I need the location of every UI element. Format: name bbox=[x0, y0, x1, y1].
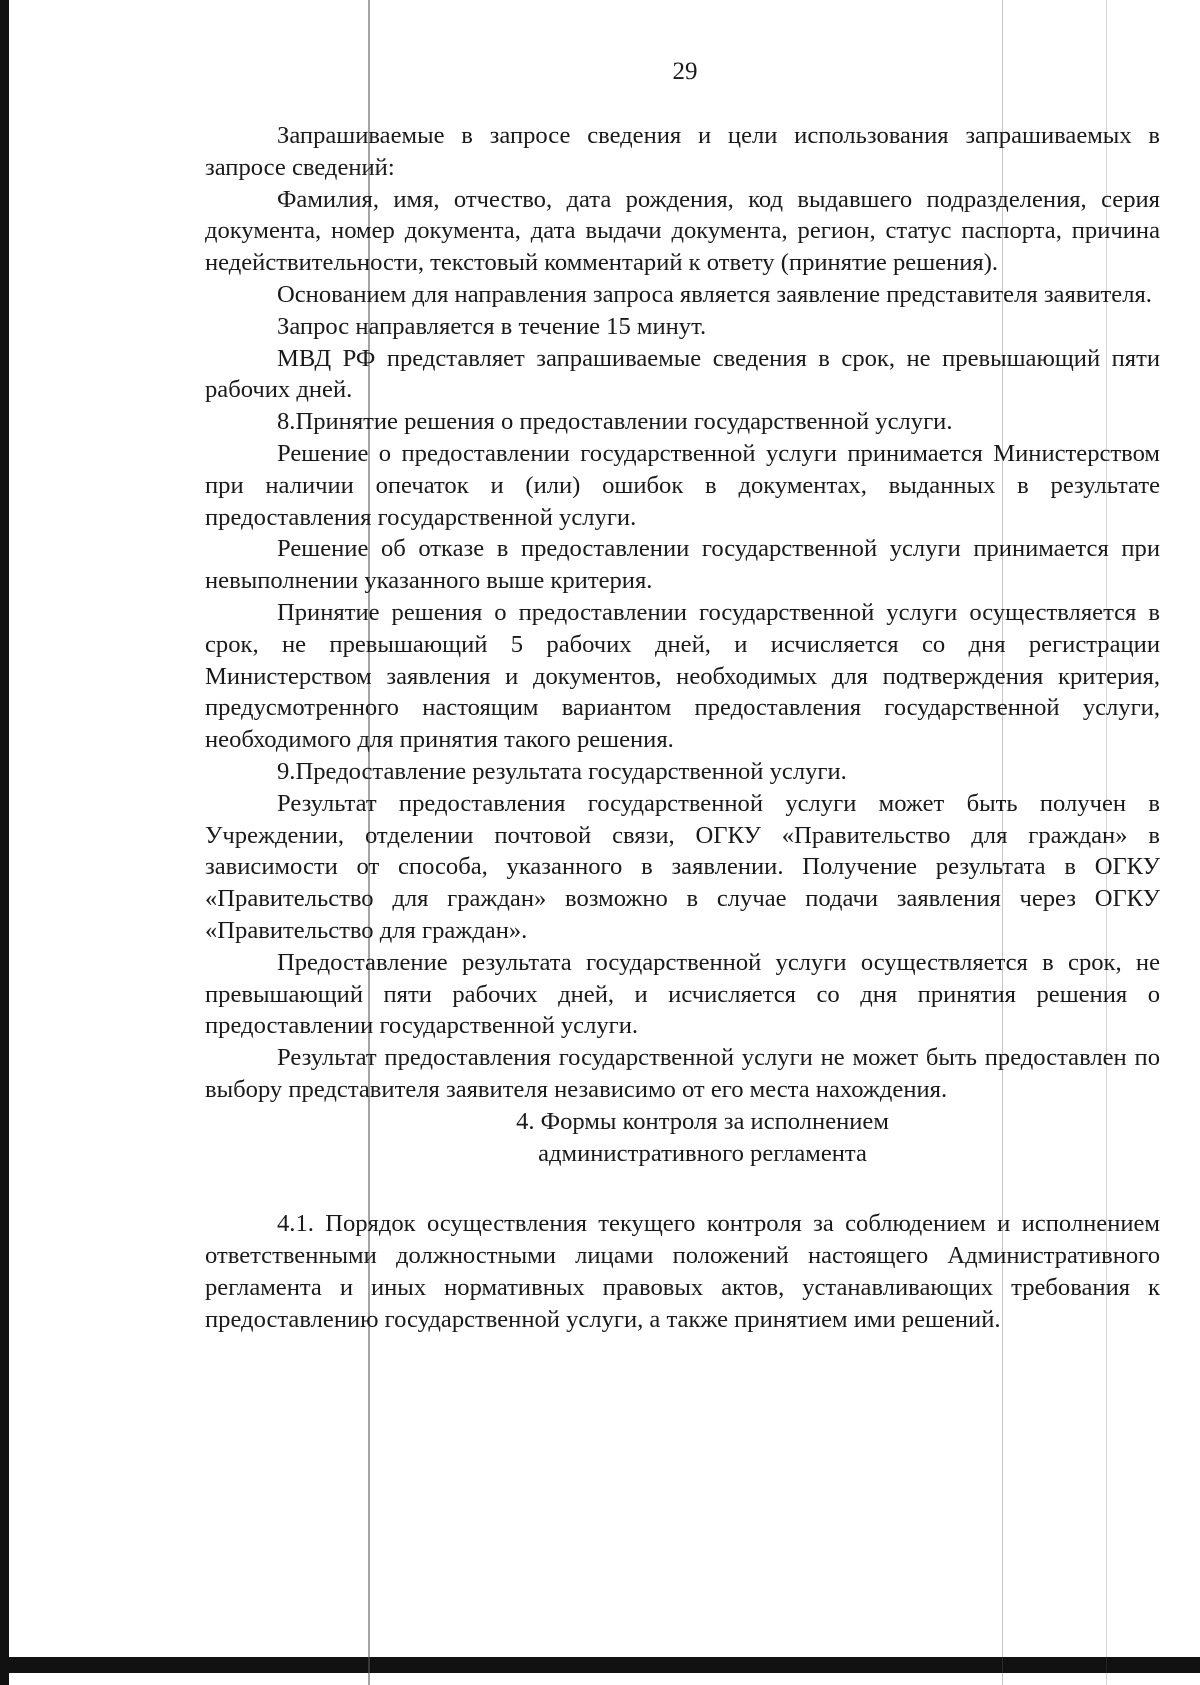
paragraph: Результат предоставления государственной услуги может быть получен в Учреждении, отделении почтовой связи, ОГКУ «Правительство для граждан» в зависимости от способа, указанного в заявлении. Получение результата в ОГКУ «Правительство для граждан» возможно в случае подачи заявления через ОГКУ «Правительство для граждан». bbox=[205, 789, 1160, 944]
paragraph: Принятие решения о предоставлении государственной услуги осуществляется в срок, не превышающий 5 рабочих дней, и исчисляется со дня регистрации Министерством заявления и документов, необходимых для подтверждения критерия, предусмотренного настоящим вариантом предоставления государственной услуги, необходимого для принятия такого решения. bbox=[205, 598, 1160, 754]
section-heading-line-2: административного регламента bbox=[538, 1139, 867, 1167]
paragraph: Результат предоставления государственной услуги не может быть предоставлен по выбору представителя заявителя независимо от его места нахождения. bbox=[205, 1044, 1160, 1103]
paragraph: Запрашиваемые в запросе сведения и цели использования запрашиваемых в запросе сведений: bbox=[205, 122, 1160, 181]
paragraph: Решение о предоставлении государственной услуги принимается Министерством при наличии опечаток и (или) ошибок в документах, выданных в результате предоставления государственной услуги. bbox=[205, 439, 1160, 531]
page-number: 29 bbox=[672, 58, 698, 85]
paragraph: МВД РФ представляет запрашиваемые сведения в срок, не превышающий пяти рабочих дней. bbox=[205, 344, 1160, 404]
section-heading-line-1: 4. Формы контроля за исполнением bbox=[516, 1107, 889, 1135]
paragraph: Фамилия, имя, отчество, дата рождения, код выдавшего подразделения, серия документа, номер документа, дата выдачи документа, регион, статус паспорта, причина недействительности, текстовый комментарий к ответу (принятие решения). bbox=[205, 185, 1160, 277]
scan-edge-left bbox=[0, 0, 9, 1685]
section-heading bbox=[205, 1106, 1160, 1170]
scan-edge-bottom bbox=[0, 1657, 1200, 1673]
paragraph: Основанием для направления запроса является заявление представителя заявителя. bbox=[277, 280, 1152, 308]
section-item-title: 9.Предоставление результата государственной услуги. bbox=[277, 757, 847, 785]
paragraph: Предоставление результата государственной услуги осуществляется в срок, не превышающий пяти рабочих дней, и исчисляется со дня принятия решения о предоставлении государственной услуги. bbox=[205, 948, 1160, 1040]
paragraph: Запрос направляется в течение 15 минут. bbox=[277, 312, 707, 340]
paragraph: Решение об отказе в предоставлении государственной услуги принимается при невыполнении указанного выше критерия. bbox=[205, 535, 1160, 595]
paragraph: 4.1. Порядок осуществления текущего контроля за соблюдением и исполнением ответственными должностными лицами положений настоящего Административного регламента и иных нормативных правовых актов, устанавливающих требования к предоставлению государственной услуги, а также принятием ими решений. bbox=[205, 1210, 1160, 1333]
document-body bbox=[205, 120, 1160, 1335]
section-item-title: 8.Принятие решения о предоставлении государственной услуги. bbox=[277, 408, 953, 436]
